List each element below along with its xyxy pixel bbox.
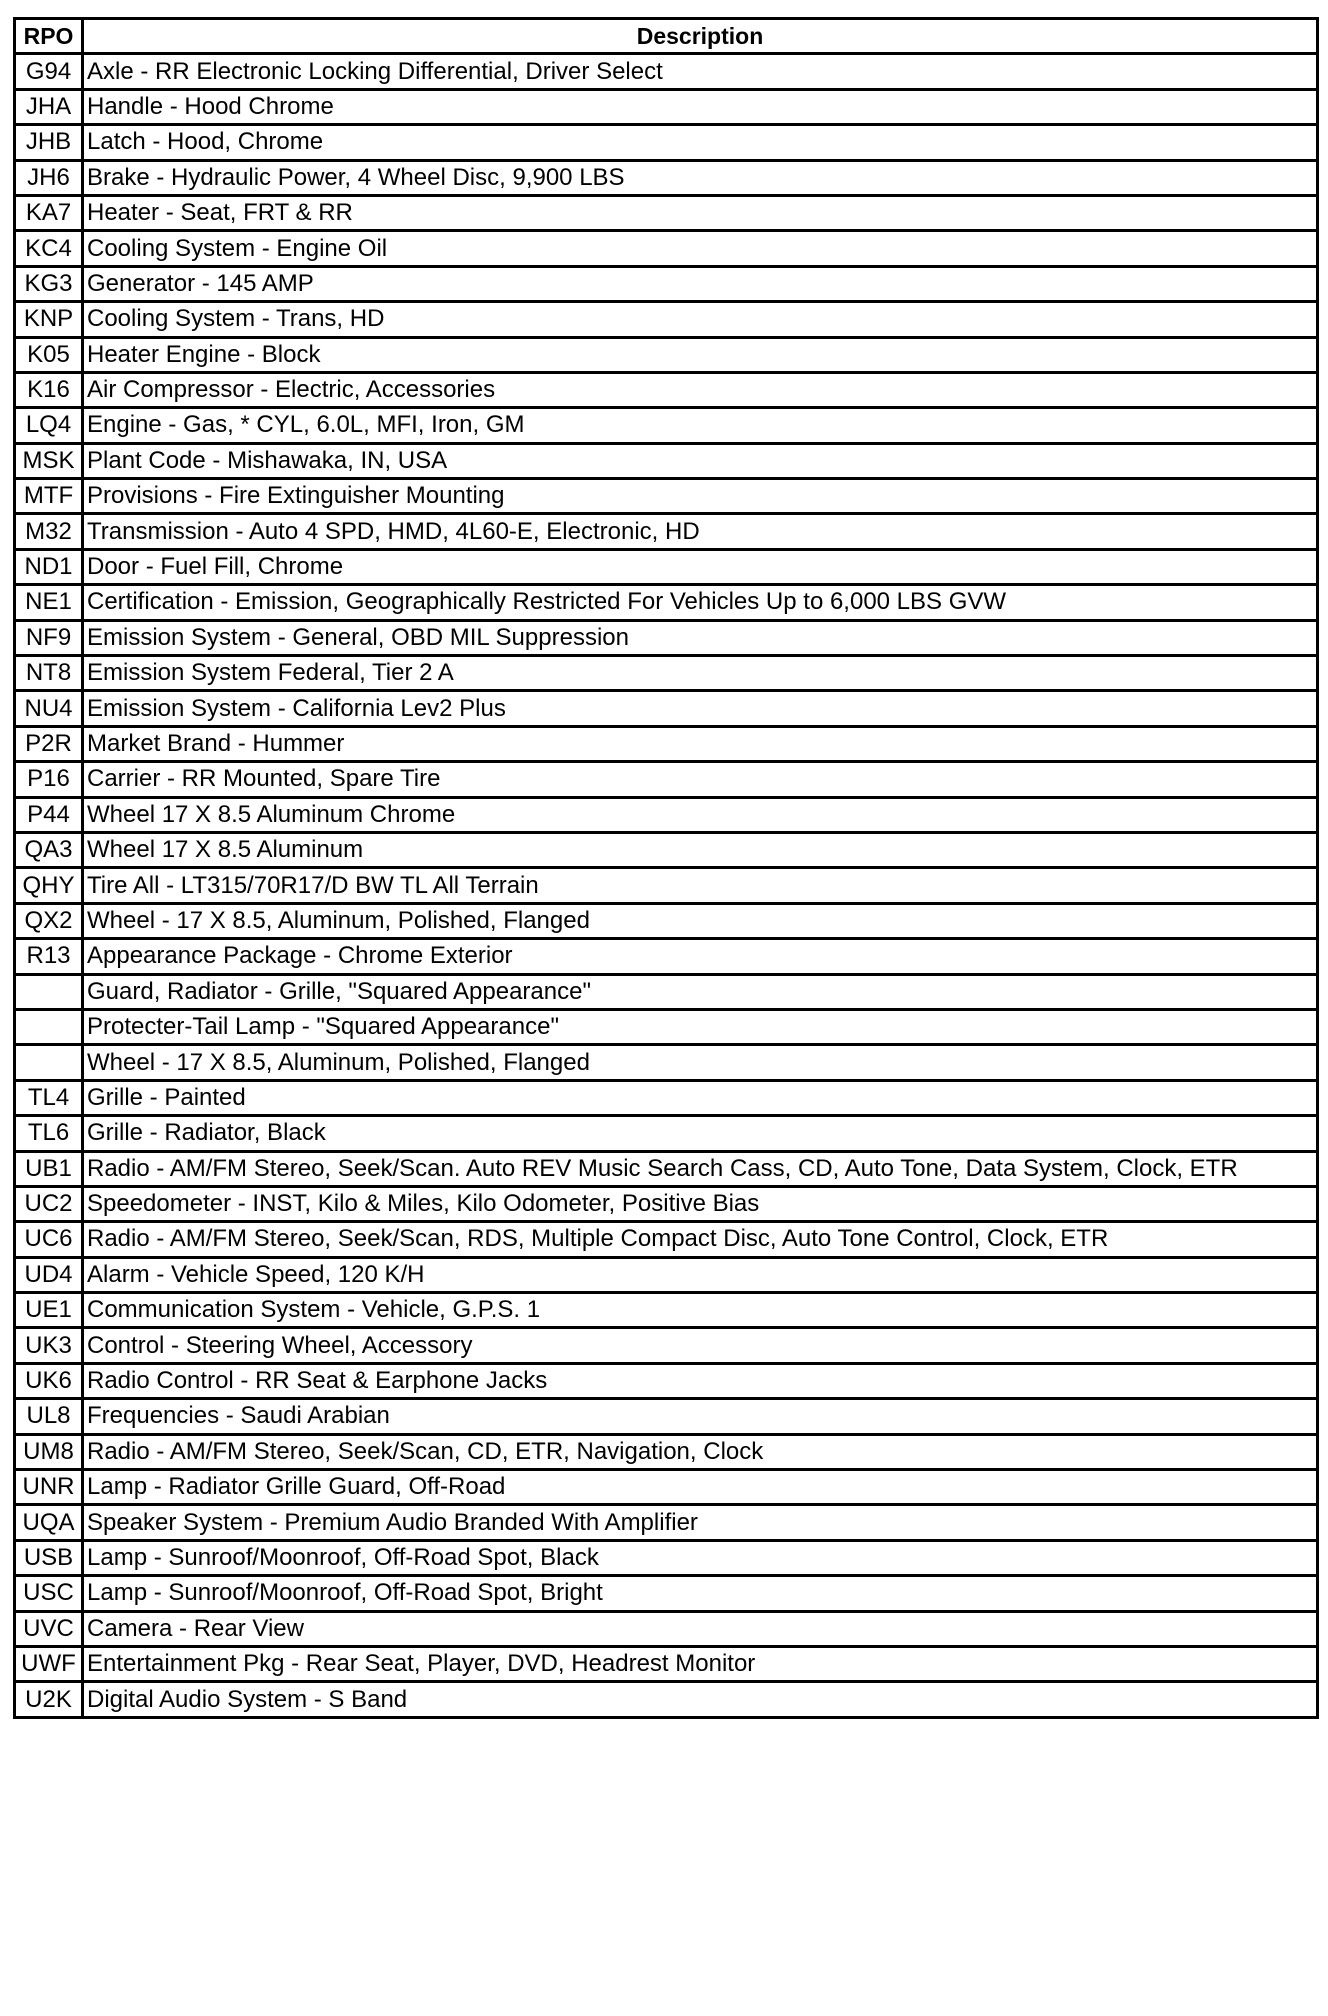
table-row xyxy=(15,1363,1318,1398)
rpo-code-cell: K16 xyxy=(15,372,83,407)
table-row xyxy=(15,125,1318,160)
description-cell: Heater - Seat, FRT & RR xyxy=(83,195,1318,230)
table-row xyxy=(15,1222,1318,1257)
description-cell: Grille - Painted xyxy=(83,1080,1318,1115)
table-row xyxy=(15,1116,1318,1151)
rpo-code-cell: UB1 xyxy=(15,1151,83,1186)
rpo-table xyxy=(13,17,1319,1719)
rpo-code-cell: R13 xyxy=(15,939,83,974)
description-cell: Wheel - 17 X 8.5, Aluminum, Polished, Flanged xyxy=(83,903,1318,938)
rpo-code-cell: P2R xyxy=(15,726,83,761)
rpo-code-cell: KA7 xyxy=(15,195,83,230)
description-cell: Engine - Gas, * CYL, 6.0L, MFI, Iron, GM xyxy=(83,408,1318,443)
table-row xyxy=(15,1186,1318,1221)
table-row xyxy=(15,372,1318,407)
description-cell: Lamp - Sunroof/Moonroof, Off-Road Spot, Bright xyxy=(83,1576,1318,1611)
description-cell: Speedometer - INST, Kilo & Miles, Kilo Odometer, Positive Bias xyxy=(83,1186,1318,1221)
description-cell: Communication System - Vehicle, G.P.S. 1 xyxy=(83,1293,1318,1328)
rpo-code-cell: KG3 xyxy=(15,266,83,301)
rpo-code-cell: UWF xyxy=(15,1646,83,1681)
table-row xyxy=(15,1682,1318,1717)
rpo-code-cell: NF9 xyxy=(15,620,83,655)
description-cell: Lamp - Sunroof/Moonroof, Off-Road Spot, Black xyxy=(83,1540,1318,1575)
table-row xyxy=(15,160,1318,195)
description-cell: Tire All - LT315/70R17/D BW TL All Terrain xyxy=(83,868,1318,903)
description-cell: Plant Code - Mishawaka, IN, USA xyxy=(83,443,1318,478)
description-cell: Lamp - Radiator Grille Guard, Off-Road xyxy=(83,1470,1318,1505)
table-row xyxy=(15,231,1318,266)
table-row xyxy=(15,832,1318,867)
rpo-code-cell: UE1 xyxy=(15,1293,83,1328)
rpo-code-cell: UC6 xyxy=(15,1222,83,1257)
table-row xyxy=(15,903,1318,938)
description-cell: Wheel 17 X 8.5 Aluminum Chrome xyxy=(83,797,1318,832)
rpo-code-cell: UC2 xyxy=(15,1186,83,1221)
rpo-code-cell: KNP xyxy=(15,302,83,337)
table-row xyxy=(15,1434,1318,1469)
rpo-code-cell: NU4 xyxy=(15,691,83,726)
table-row xyxy=(15,1576,1318,1611)
rpo-code-cell: MSK xyxy=(15,443,83,478)
description-cell: Cooling System - Trans, HD xyxy=(83,302,1318,337)
rpo-code-cell: USC xyxy=(15,1576,83,1611)
description-cell: Market Brand - Hummer xyxy=(83,726,1318,761)
table-row xyxy=(15,89,1318,124)
description-cell: Provisions - Fire Extinguisher Mounting xyxy=(83,479,1318,514)
table-row xyxy=(15,195,1318,230)
rpo-code-cell xyxy=(15,1009,83,1044)
rpo-code-cell: USB xyxy=(15,1540,83,1575)
rpo-code-cell: NE1 xyxy=(15,585,83,620)
rpo-code-cell: P44 xyxy=(15,797,83,832)
description-cell: Guard, Radiator - Grille, "Squared Appearance" xyxy=(83,974,1318,1009)
description-cell: Wheel - 17 X 8.5, Aluminum, Polished, Flanged xyxy=(83,1045,1318,1080)
description-cell: Emission System Federal, Tier 2 A xyxy=(83,656,1318,691)
table-row xyxy=(15,1257,1318,1292)
rpo-code-cell xyxy=(15,974,83,1009)
description-cell: Frequencies - Saudi Arabian xyxy=(83,1399,1318,1434)
description-cell: Axle - RR Electronic Locking Differential, Driver Select xyxy=(83,54,1318,89)
description-cell: Protecter-Tail Lamp - "Squared Appearance" xyxy=(83,1009,1318,1044)
rpo-code-cell: TL4 xyxy=(15,1080,83,1115)
table-row xyxy=(15,266,1318,301)
rpo-code-cell: UVC xyxy=(15,1611,83,1646)
table-row xyxy=(15,1646,1318,1681)
table-row xyxy=(15,514,1318,549)
table-row xyxy=(15,479,1318,514)
description-cell: Speaker System - Premium Audio Branded With Amplifier xyxy=(83,1505,1318,1540)
table-row xyxy=(15,1505,1318,1540)
rpo-code-cell: M32 xyxy=(15,514,83,549)
table-row xyxy=(15,1540,1318,1575)
table-row xyxy=(15,1009,1318,1044)
table-row xyxy=(15,1045,1318,1080)
rpo-code-cell: LQ4 xyxy=(15,408,83,443)
rpo-code-cell: UQA xyxy=(15,1505,83,1540)
rpo-code-cell: JH6 xyxy=(15,160,83,195)
table-row xyxy=(15,691,1318,726)
description-cell: Radio - AM/FM Stereo, Seek/Scan, RDS, Multiple Compact Disc, Auto Tone Control, Clock, ETR xyxy=(83,1222,1318,1257)
description-cell: Handle - Hood Chrome xyxy=(83,89,1318,124)
rpo-code-cell: NT8 xyxy=(15,656,83,691)
table-row xyxy=(15,939,1318,974)
description-cell: Certification - Emission, Geographically Restricted For Vehicles Up to 6,000 LBS GVW xyxy=(83,585,1318,620)
description-cell: Latch - Hood, Chrome xyxy=(83,125,1318,160)
description-cell: Appearance Package - Chrome Exterior xyxy=(83,939,1318,974)
description-cell: Generator - 145 AMP xyxy=(83,266,1318,301)
table-row xyxy=(15,1399,1318,1434)
rpo-code-cell: G94 xyxy=(15,54,83,89)
rpo-code-cell: QA3 xyxy=(15,832,83,867)
table-row xyxy=(15,656,1318,691)
rpo-code-cell: QHY xyxy=(15,868,83,903)
description-cell: Alarm - Vehicle Speed, 120 K/H xyxy=(83,1257,1318,1292)
rpo-code-cell: UK3 xyxy=(15,1328,83,1363)
description-cell: Digital Audio System - S Band xyxy=(83,1682,1318,1717)
table-row xyxy=(15,797,1318,832)
description-cell: Emission System - General, OBD MIL Suppression xyxy=(83,620,1318,655)
description-cell: Heater Engine - Block xyxy=(83,337,1318,372)
table-row xyxy=(15,1151,1318,1186)
rpo-code-cell: UL8 xyxy=(15,1399,83,1434)
rpo-code-cell: K05 xyxy=(15,337,83,372)
table-row xyxy=(15,1328,1318,1363)
table-body xyxy=(15,54,1318,1717)
description-cell: Radio - AM/FM Stereo, Seek/Scan, CD, ETR, Navigation, Clock xyxy=(83,1434,1318,1469)
table-row xyxy=(15,585,1318,620)
table-row xyxy=(15,1470,1318,1505)
table-row xyxy=(15,54,1318,89)
description-cell: Grille - Radiator, Black xyxy=(83,1116,1318,1151)
description-cell: Door - Fuel Fill, Chrome xyxy=(83,549,1318,584)
rpo-code-cell xyxy=(15,1045,83,1080)
table-row xyxy=(15,302,1318,337)
rpo-code-cell: P16 xyxy=(15,762,83,797)
description-cell: Radio - AM/FM Stereo, Seek/Scan. Auto REV Music Search Cass, CD, Auto Tone, Data System, Clock, ETR xyxy=(83,1151,1318,1186)
rpo-code-cell: UK6 xyxy=(15,1363,83,1398)
rpo-code-cell: KC4 xyxy=(15,231,83,266)
description-cell: Emission System - California Lev2 Plus xyxy=(83,691,1318,726)
table-row xyxy=(15,1080,1318,1115)
rpo-code-cell: U2K xyxy=(15,1682,83,1717)
rpo-code-cell: JHB xyxy=(15,125,83,160)
rpo-code-cell: QX2 xyxy=(15,903,83,938)
rpo-code-cell: UD4 xyxy=(15,1257,83,1292)
description-cell: Entertainment Pkg - Rear Seat, Player, DVD, Headrest Monitor xyxy=(83,1646,1318,1681)
table-row xyxy=(15,620,1318,655)
table-header-row xyxy=(15,19,1318,54)
description-cell: Brake - Hydraulic Power, 4 Wheel Disc, 9,900 LBS xyxy=(83,160,1318,195)
table-row xyxy=(15,868,1318,903)
rpo-code-cell: UM8 xyxy=(15,1434,83,1469)
description-cell: Control - Steering Wheel, Accessory xyxy=(83,1328,1318,1363)
description-cell: Carrier - RR Mounted, Spare Tire xyxy=(83,762,1318,797)
header-rpo: RPO xyxy=(15,19,83,54)
description-cell: Radio Control - RR Seat & Earphone Jacks xyxy=(83,1363,1318,1398)
table-row xyxy=(15,1611,1318,1646)
table-row xyxy=(15,726,1318,761)
header-description: Description xyxy=(83,19,1318,54)
description-cell: Cooling System - Engine Oil xyxy=(83,231,1318,266)
table-row xyxy=(15,549,1318,584)
table-row xyxy=(15,762,1318,797)
table-row xyxy=(15,408,1318,443)
description-cell: Camera - Rear View xyxy=(83,1611,1318,1646)
rpo-code-cell: ND1 xyxy=(15,549,83,584)
rpo-code-cell: UNR xyxy=(15,1470,83,1505)
rpo-code-cell: TL6 xyxy=(15,1116,83,1151)
rpo-code-cell: MTF xyxy=(15,479,83,514)
description-cell: Wheel 17 X 8.5 Aluminum xyxy=(83,832,1318,867)
rpo-code-cell: JHA xyxy=(15,89,83,124)
table-row xyxy=(15,337,1318,372)
table-row xyxy=(15,443,1318,478)
description-cell: Transmission - Auto 4 SPD, HMD, 4L60-E, Electronic, HD xyxy=(83,514,1318,549)
description-cell: Air Compressor - Electric, Accessories xyxy=(83,372,1318,407)
table-row xyxy=(15,1293,1318,1328)
table-row xyxy=(15,974,1318,1009)
